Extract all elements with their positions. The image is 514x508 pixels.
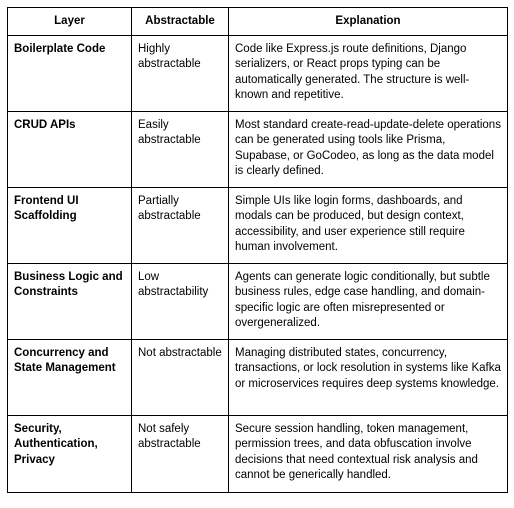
table-row	[8, 111, 508, 187]
explanation-cell: Code like Express.js route definitions, Django serializers, or React props typing can be automatically generated. The structure is well-known and repetitive.	[229, 35, 508, 111]
abstractable-cell: Partially abstractable	[132, 187, 229, 263]
layer-cell: Security, Authentication, Privacy	[8, 415, 132, 492]
explanation-cell: Secure session handling, token management, permission trees, and data obfuscation involve decisions that need contextual risk analysis and cannot be generically handled.	[229, 415, 508, 492]
table-row	[8, 415, 508, 492]
abstractable-cell: Not abstractable	[132, 339, 229, 415]
layer-cell: Boilerplate Code	[8, 35, 132, 111]
explanation-cell: Simple UIs like login forms, dashboards, and modals can be produced, but design context, accessibility, and user experience still require human involvement.	[229, 187, 508, 263]
abstractable-cell: Not safely abstractable	[132, 415, 229, 492]
table-row	[8, 339, 508, 415]
header-layer: Layer	[8, 8, 132, 36]
layer-cell: Concurrency and State Management	[8, 339, 132, 415]
layer-cell: CRUD APIs	[8, 111, 132, 187]
header-explanation: Explanation	[229, 8, 508, 36]
layer-cell: Frontend UI Scaffolding	[8, 187, 132, 263]
explanation-cell: Managing distributed states, concurrency, transactions, or lock resolution in systems like Kafka or microservices requires deep systems knowledge.	[229, 339, 508, 415]
explanation-cell: Agents can generate logic conditionally, but subtle business rules, edge case handling, and domain-specific logic are often misrepresented or overgeneralized.	[229, 263, 508, 339]
header-abstractable: Abstractable	[132, 8, 229, 36]
abstraction-table	[7, 7, 508, 493]
abstractable-cell: Easily abstractable	[132, 111, 229, 187]
table-row	[8, 263, 508, 339]
table-row	[8, 35, 508, 111]
layer-cell: Business Logic and Constraints	[8, 263, 132, 339]
explanation-cell: Most standard create-read-update-delete operations can be generated using tools like Prisma, Supabase, or GoCodeo, as long as the data model is clearly defined.	[229, 111, 508, 187]
table-header-row	[8, 8, 508, 36]
table-row	[8, 187, 508, 263]
abstractable-cell: Highly abstractable	[132, 35, 229, 111]
abstractable-cell: Low abstractability	[132, 263, 229, 339]
